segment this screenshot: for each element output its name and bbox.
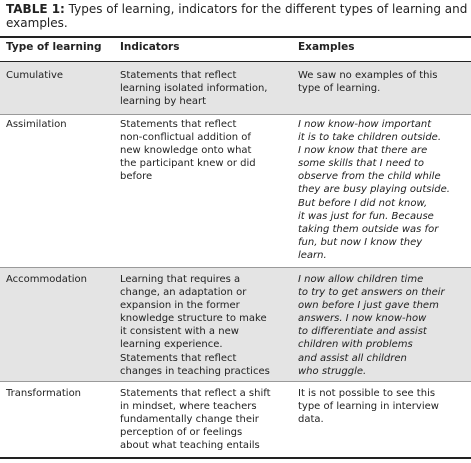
table-bottom-rule <box>0 457 471 459</box>
cell-type: Assimilation <box>6 119 67 130</box>
cell-examples: We saw no examples of this type of learning. <box>298 70 438 95</box>
cell-type: Accommodation <box>6 274 88 285</box>
cell-examples: I now allow children time to try to get answers on their own before I just gave them answers. I now know-how to differentiate and assist children with problems and assist all children who struggle. <box>298 274 445 377</box>
cell-type: Cumulative <box>6 70 64 81</box>
cell-examples: It is not possible to see this type of learning in interview data. <box>298 388 439 426</box>
table-row-cumulative <box>0 62 471 114</box>
table-row-assimilation <box>0 115 471 267</box>
table-caption-text: Types of learning, indicators for the different types of learning and examples. <box>6 2 468 30</box>
cell-indicators: Learning that requires a change, an adaptation or expansion in the former knowledge structure to make it consistent with a new learning experience. Statements that reflect changes in teaching practices <box>120 274 270 377</box>
cell-indicators: Statements that reflect non-conflictual addition of new knowledge onto what the participant knew or did before <box>120 119 256 183</box>
table-caption-label: TABLE 1: <box>6 2 65 16</box>
table-top-rule <box>0 36 471 38</box>
cell-type: Transformation <box>6 388 82 399</box>
cell-indicators: Statements that reflect learning isolated information, learning by heart <box>120 70 268 108</box>
table-row-transformation <box>0 382 471 457</box>
column-header-examples: Examples <box>298 41 355 53</box>
table-caption <box>6 2 468 30</box>
cell-indicators: Statements that reflect a shift in mindset, where teachers fundamentally change their perception of or feelings about what teaching entails <box>120 388 271 452</box>
table-row-accommodation <box>0 268 471 381</box>
column-header-type: Type of learning <box>6 41 102 53</box>
cell-examples: I now know-how important it is to take children outside. I now know that there are some skills that I need to observe from the child while they are busy playing outside. But before I did not know, it was just for fun. Because taking them outside was for fun, but now I know they learn. <box>298 119 450 261</box>
column-header-indicators: Indicators <box>120 41 180 53</box>
